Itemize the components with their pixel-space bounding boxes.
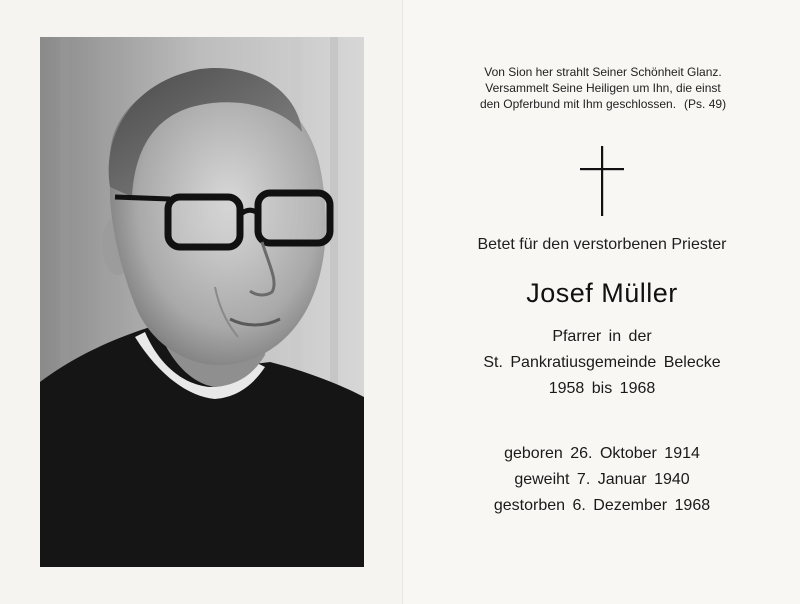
verse-line-3 <box>458 96 748 112</box>
role-line-3: 1958 bis 1968 <box>548 380 656 397</box>
role-line-2: St. Pankratiusgemeinde Belecke <box>483 354 721 371</box>
ordination-date: geweiht 7. Januar 1940 <box>514 471 690 488</box>
verse-line-2: Versammelt Seine Heiligen um Ihn, die einst <box>485 81 721 95</box>
death-date: gestorben 6. Dezember 1968 <box>493 497 711 514</box>
verse-reference: (Ps. 49) <box>684 97 727 111</box>
portrait-photo <box>40 37 364 567</box>
birth-date: geboren 26. Oktober 1914 <box>504 445 700 462</box>
role-line-1: Pfarrer in der <box>552 328 652 345</box>
deceased-name: Josef Müller <box>526 278 678 308</box>
psalm-verse <box>458 64 748 112</box>
verse-line-1: Von Sion her strahlt Seiner Schönheit Glanz. <box>484 65 722 79</box>
verse-line-3-text: den Opferbund mit Ihm geschlossen. <box>479 97 677 111</box>
intro-text: Betet für den verstorbenen Priester <box>477 236 727 253</box>
cross-icon <box>580 146 624 216</box>
